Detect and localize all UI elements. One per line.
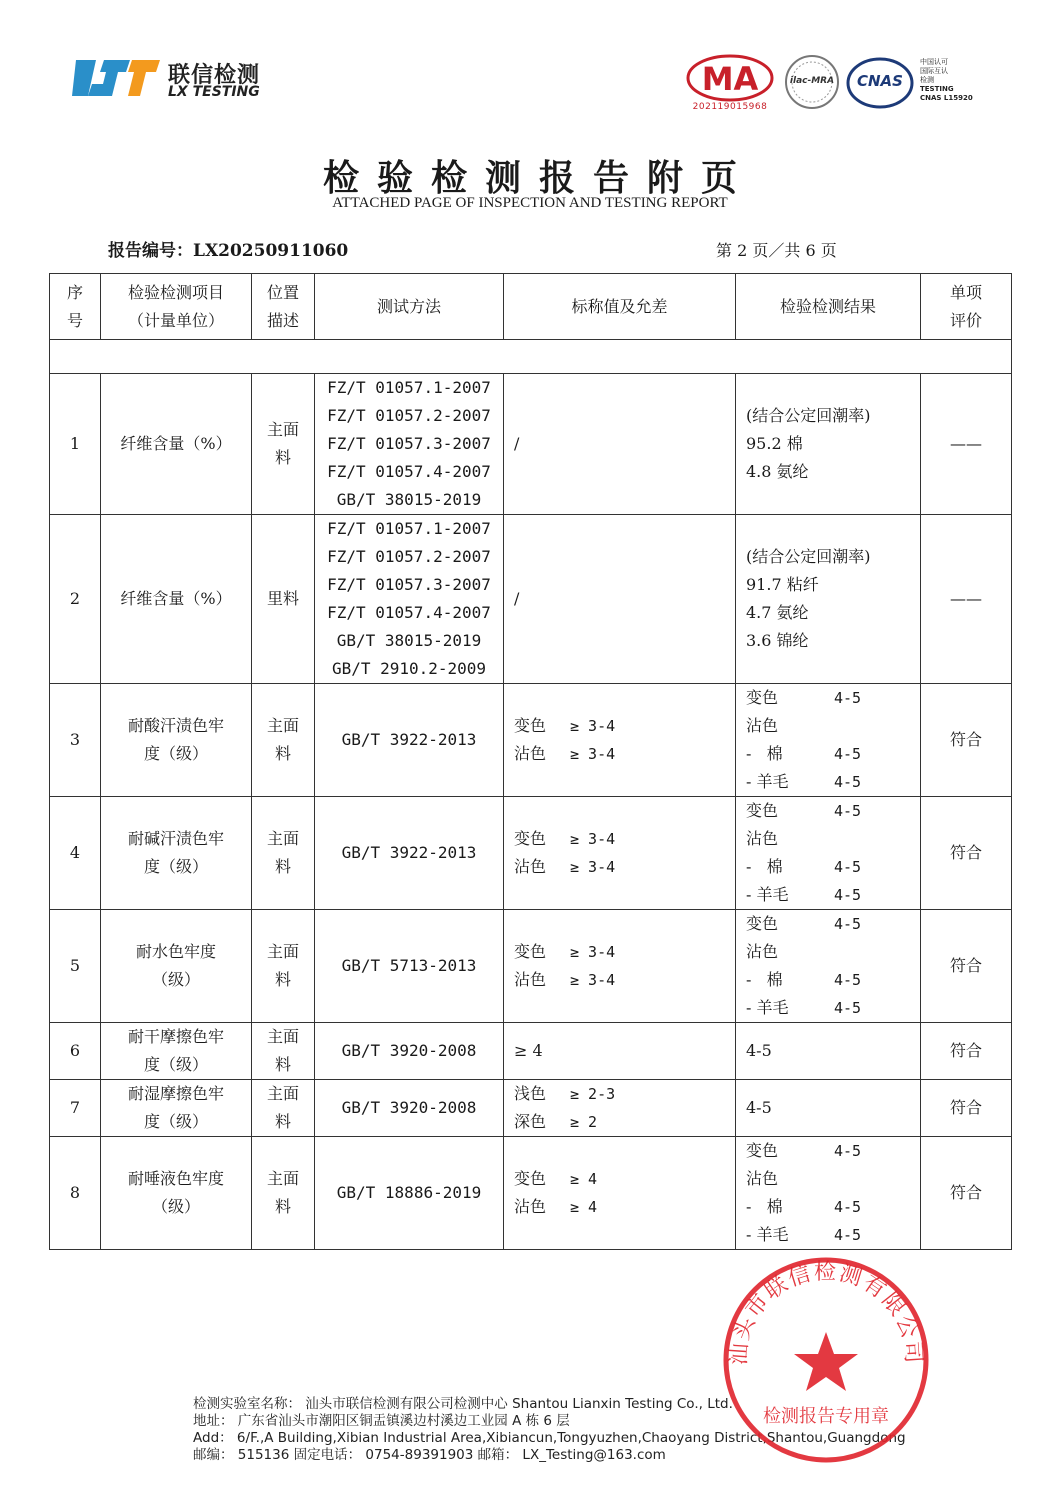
cell-evaluation: 符合 [921,1023,1012,1080]
blank-row [50,340,1012,374]
tolerance-value: ≥ 3-4 [570,858,616,876]
result-value: 4-5 [834,802,862,820]
result-label: 变色 [746,914,779,933]
certification-marks [684,52,984,122]
cell-result [736,684,921,797]
table-row [50,684,1012,797]
header-item: 检验检测项目 （计量单位） [101,274,252,340]
cell-position [252,684,315,797]
cell-line: 95.2 棉 [746,434,803,453]
tolerance-line [514,1108,735,1136]
cell-line: 度（级） [143,857,208,876]
header-seq: 序 号 [50,274,101,340]
seal-subtitle: 检测报告专用章 [763,1406,889,1427]
result-label: - 羊毛 [746,772,789,791]
cell-position [252,797,315,910]
official-seal [720,1254,932,1466]
tolerance-line [514,1080,735,1108]
cell-result [736,1080,921,1137]
cell-line: 纤维含量（%） [120,589,232,608]
tolerance-line [514,1165,735,1193]
company-logo [70,56,280,104]
table-row [50,1080,1012,1137]
cell-line: 度（级） [143,1055,208,1074]
result-label: 4-5 [746,1098,772,1117]
cell-line: 主面 [266,716,299,735]
result-value: 4-5 [834,999,862,1017]
cell-line: 4.7 氨纶 [746,603,809,622]
tolerance-label: 沾色 [514,744,547,763]
cell-tolerance: / [504,374,736,515]
tolerance-label: 沾色 [514,1197,547,1216]
cell-line: 料 [274,744,291,763]
cell-line: 度（级） [143,744,208,763]
result-value: 4-5 [834,1198,862,1216]
result-line [746,1193,920,1221]
cell-line: 料 [274,448,291,467]
report-number: 报告编号：LX20250911060 [108,241,349,261]
cell-line: （级） [151,1197,200,1216]
footer-address-cn: 地址： 广东省汕头市潮阳区铜盂镇溪边村溪边工业园 A 栋 6 层 [193,1413,570,1429]
cnas-text: CNAS [857,72,903,90]
cell-line: GB/T 3922-2013 [341,843,477,862]
cell-method [315,910,504,1023]
page-title: 检验检测报告附页 [322,157,755,199]
cnas-line-1: 中国认可 [920,58,948,66]
cell-line: 料 [274,970,291,989]
cell-item [101,1137,252,1250]
result-value: 4-5 [834,886,862,904]
tolerance-line [514,712,735,740]
result-label: - 棉 [746,744,783,763]
cell-position [252,910,315,1023]
result-label: - 棉 [746,970,783,989]
cell-line: 主面 [266,829,299,848]
result-label: - 棉 [746,1197,783,1216]
cell-line: FZ/T 01057.3-2007 [327,575,491,594]
cell-line: FZ/T 01057.1-2007 [327,519,491,538]
tolerance-line [514,966,735,994]
tolerance-line [514,938,735,966]
logo-english-name: LX TESTING [168,84,260,100]
cell-position [252,374,315,515]
tolerance-value: ≥ 2-3 [570,1085,616,1103]
cell-method [315,1080,504,1137]
cell-item [101,374,252,515]
cell-line: GB/T 3922-2013 [341,730,477,749]
result-value: 4-5 [834,689,862,707]
result-value: 4-5 [834,971,862,989]
cell-seq: 8 [50,1137,101,1250]
cell-line: GB/T 38015-2019 [336,631,482,650]
cell-result [736,797,921,910]
cell-seq: 2 [50,515,101,684]
cell-line: FZ/T 01057.4-2007 [327,603,491,622]
cell-line: (结合公定回潮率) [746,406,871,425]
cell-line: GB/T 18886-2019 [336,1183,482,1202]
cell-evaluation: 符合 [921,910,1012,1023]
cell-line: 3.6 锦纶 [746,631,809,650]
result-value: 4-5 [834,745,862,763]
result-label: 变色 [746,688,779,707]
cell-line: 里料 [266,589,299,608]
cnas-line-5: CNAS L15920 [920,94,973,102]
result-line [746,910,920,938]
cell-method [315,797,504,910]
cell-seq: 5 [50,910,101,1023]
cell-line: FZ/T 01057.4-2007 [327,462,491,481]
header-position: 位置 描述 [252,274,315,340]
cell-result [736,1023,921,1080]
result-line [746,768,920,796]
cell-item [101,684,252,797]
ilac-mra-text: ilac-MRA [789,76,835,86]
cell-tolerance [504,797,736,910]
result-label: 变色 [746,1141,779,1160]
tolerance-label: 变色 [514,1169,547,1188]
cell-line: (结合公定回潮率) [746,547,871,566]
cell-method [315,1023,504,1080]
cell-seq: 4 [50,797,101,910]
result-label: 沾色 [746,1169,779,1188]
cell-tolerance [504,1080,736,1137]
table-row [50,910,1012,1023]
cell-line: GB/T 3920-2008 [341,1041,477,1060]
result-label: 沾色 [746,829,779,848]
page-title-english: ATTACHED PAGE OF INSPECTION AND TESTING REPORT [332,195,728,211]
tolerance-line [514,825,735,853]
cell-item [101,797,252,910]
cell-evaluation: 符合 [921,1080,1012,1137]
cell-line: 主面 [266,1027,299,1046]
tolerance-value: ≥ 3-4 [570,717,616,735]
cell-seq: 7 [50,1080,101,1137]
cell-line: GB/T 5713-2013 [341,956,477,975]
result-line [746,825,920,853]
cell-line: 主面 [266,420,299,439]
footer-contact: 邮编： 515136 固定电话： 0754-89391903 邮箱： LX_Testing@163.com [193,1447,666,1463]
result-value: 4-5 [834,773,862,791]
cell-result [736,515,921,684]
cell-tolerance: / [504,515,736,684]
cell-item [101,515,252,684]
cnas-line-3: 检测 [920,76,934,84]
result-label: 4-5 [746,1041,772,1060]
cell-result [736,910,921,1023]
page-number: 第 2 页／共 6 页 [716,241,837,260]
cell-seq: 1 [50,374,101,515]
table-row [50,515,1012,684]
result-label: - 羊毛 [746,1225,789,1244]
cell-line: 耐碱汗渍色牢 [127,829,224,848]
cell-line: 4.8 氨纶 [746,462,809,481]
table-row [50,374,1012,515]
cell-line: FZ/T 01057.2-2007 [327,406,491,425]
cell-line: 纤维含量（%） [120,434,232,453]
result-label: 沾色 [746,716,779,735]
cell-tolerance [504,684,736,797]
tolerance-line [514,1193,735,1221]
seal-text: 汕头市联信检测有限公司 [726,1260,926,1367]
cma-number: 202119015968 [692,102,768,112]
cell-method [315,374,504,515]
cell-line: GB/T 2910.2-2009 [331,659,487,678]
star-icon [794,1332,858,1391]
result-label: - 棉 [746,857,783,876]
result-label: 变色 [746,801,779,820]
header-evaluation: 单项 评价 [921,274,1012,340]
cell-line: GB/T 3920-2008 [341,1098,477,1117]
result-line [746,797,920,825]
table-row [50,1023,1012,1080]
cell-method [315,684,504,797]
cell-tolerance [504,1137,736,1250]
logo-chinese-name: 联信检测 [168,63,261,88]
tolerance-label: 沾色 [514,857,547,876]
header-method: 测试方法 [315,274,504,340]
result-value: 4-5 [834,858,862,876]
result-line [746,684,920,712]
cell-line: GB/T 38015-2019 [336,490,482,509]
cell-item [101,910,252,1023]
cell-line: （级） [151,970,200,989]
cell-line: 主面 [266,1169,299,1188]
cell-evaluation: —— [921,374,1012,515]
tolerance-label: 沾色 [514,970,547,989]
tolerance-line [514,853,735,881]
tolerance-value: ≥ 3-4 [570,830,616,848]
tolerance-label: 变色 [514,716,547,735]
result-label: - 羊毛 [746,885,789,904]
cell-result [736,374,921,515]
cell-line: 耐干摩擦色牢 [127,1027,224,1046]
cell-position [252,1080,315,1137]
tolerance-value: ≥ 3-4 [570,971,616,989]
cnas-line-2: 国际互认 [920,67,948,75]
cell-line: 91.7 粘纤 [746,575,819,594]
cell-line: 料 [274,1197,291,1216]
cell-seq: 6 [50,1023,101,1080]
cell-line: 耐水色牢度 [135,942,216,961]
table-header-row [50,274,1012,340]
cell-evaluation: 符合 [921,797,1012,910]
tolerance-label: ≥ 4 [514,1041,543,1060]
result-line [746,712,920,740]
tolerance-value: ≥ 3-4 [570,745,616,763]
cell-line: 主面 [266,1084,299,1103]
cell-line: FZ/T 01057.1-2007 [327,378,491,397]
cell-item [101,1080,252,1137]
cell-position [252,515,315,684]
result-value: 4-5 [834,1226,862,1244]
cell-line: FZ/T 01057.3-2007 [327,434,491,453]
result-line [746,1221,920,1249]
footer-address-en: Add： 6/F.,A Building,Xibian Industrial Area,Xibiancun,Tongyuzhen,Chaoyang District,Shantou,Guangdong [193,1430,906,1446]
cell-method [315,1137,504,1250]
result-line [746,966,920,994]
cnas-description [920,58,973,103]
result-label: 沾色 [746,942,779,961]
cell-line: 度（级） [143,1112,208,1131]
result-line [746,1137,920,1165]
tolerance-line [514,740,735,768]
tolerance-line [514,1037,735,1065]
result-line [746,1165,920,1193]
cell-line: 耐湿摩擦色牢 [127,1084,224,1103]
tolerance-value: ≥ 3-4 [570,943,616,961]
cell-line: 耐唾液色牢度 [127,1169,224,1188]
tolerance-value: ≥ 4 [570,1198,598,1216]
tolerance-label: 变色 [514,829,547,848]
cell-position [252,1137,315,1250]
result-line [746,740,920,768]
cell-position [252,1023,315,1080]
tolerance-label: 变色 [514,942,547,961]
tolerance-label: 浅色 [514,1084,547,1103]
result-value: 4-5 [834,915,862,933]
cell-tolerance [504,910,736,1023]
table-row [50,797,1012,910]
cell-result [736,1137,921,1250]
result-line [746,994,920,1022]
cell-evaluation: —— [921,515,1012,684]
cell-line: FZ/T 01057.2-2007 [327,547,491,566]
tolerance-value: ≥ 4 [570,1170,598,1188]
result-line [746,1037,920,1065]
cma-mark-text: MA [701,60,759,98]
result-line [746,938,920,966]
result-value: 4-5 [834,1142,862,1160]
cnas-line-4: TESTING [920,85,954,93]
result-line [746,1094,920,1122]
cell-line: 耐酸汗渍色牢 [127,716,224,735]
cell-line: 料 [274,1112,291,1131]
result-label: - 羊毛 [746,998,789,1017]
cell-tolerance [504,1023,736,1080]
results-table [49,273,1012,1250]
tolerance-value: ≥ 2 [570,1113,598,1131]
cell-evaluation: 符合 [921,684,1012,797]
table-row [50,1137,1012,1250]
result-line [746,881,920,909]
cell-item [101,1023,252,1080]
cell-evaluation: 符合 [921,1137,1012,1250]
cell-line: 主面 [266,942,299,961]
cell-line: 料 [274,857,291,876]
cell-seq: 3 [50,684,101,797]
tolerance-label: 深色 [514,1112,547,1131]
lx-testing-logo-icon [70,56,162,100]
result-line [746,853,920,881]
cell-line: 料 [274,1055,291,1074]
header-tolerance: 标称值及允差 [504,274,736,340]
footer-lab-name: 检测实验室名称： 汕头市联信检测有限公司检测中心 Shantou Lianxin Testing Co., Ltd. [193,1396,733,1412]
header-result: 检验检测结果 [736,274,921,340]
cell-method [315,515,504,684]
